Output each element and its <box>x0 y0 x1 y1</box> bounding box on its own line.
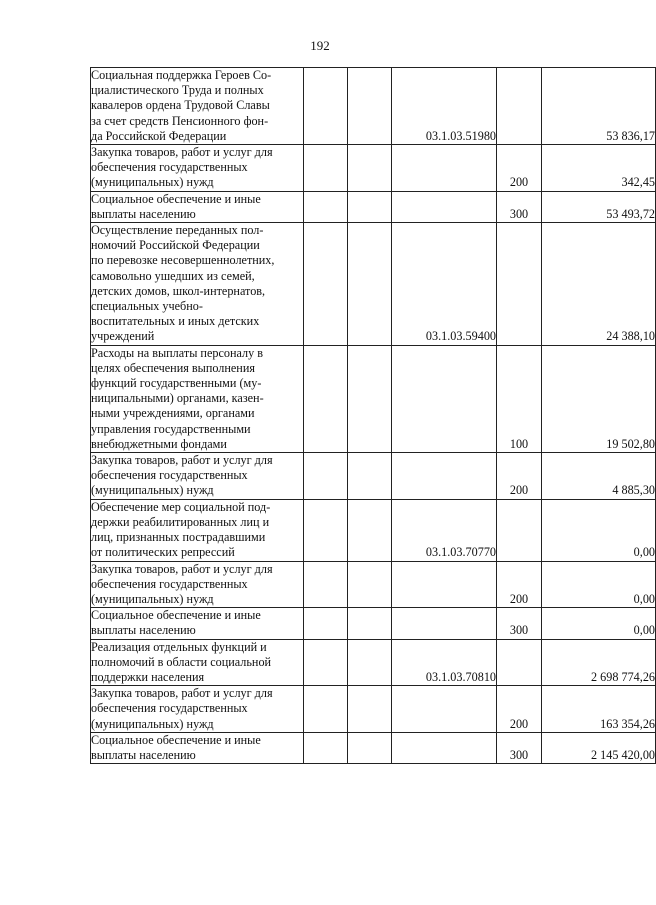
table-row <box>91 499 656 561</box>
expense-type-cell: 100 <box>497 345 542 452</box>
expense-type-cell <box>497 639 542 686</box>
amount-cell: 4 885,30 <box>542 453 656 500</box>
table-row <box>91 345 656 452</box>
expense-type-cell: 200 <box>497 145 542 192</box>
amount-cell: 19 502,80 <box>542 345 656 452</box>
expense-name-cell: Социальная поддержка Героев Со- циалистического Труда и полных кавалеров ордена Трудовой Славы за счет средств Пенсионного фон- да Российской Федерации <box>91 68 304 145</box>
expense-type-cell <box>497 68 542 145</box>
table-row <box>91 145 656 192</box>
table-row <box>91 608 656 639</box>
empty-cell <box>348 191 392 222</box>
expense-name-cell: Осуществление переданных пол- номочий Российской Федерации по перевозке несовершеннолетних, самовольно ушедших из семей, детских домов, школ-интернатов, специальных учебно- воспитательных и иных детских учреждений <box>91 223 304 346</box>
expense-name-cell: Обеспечение мер социальной под- держки реабилитированных лиц и лиц, признанных пострадавшими от политических репрессий <box>91 499 304 561</box>
target-code-cell <box>392 686 497 733</box>
empty-cell <box>304 68 348 145</box>
expense-name-cell: Закупка товаров, работ и услуг для обеспечения государственных (муниципальных) нужд <box>91 145 304 192</box>
expense-name-cell: Закупка товаров, работ и услуг для обеспечения государственных (муниципальных) нужд <box>91 561 304 608</box>
amount-cell: 53 493,72 <box>542 191 656 222</box>
expense-name-cell: Реализация отдельных функций и полномочий в области социальной поддержки населения <box>91 639 304 686</box>
expense-name-cell: Закупка товаров, работ и услуг для обеспечения государственных (муниципальных) нужд <box>91 453 304 500</box>
empty-cell <box>348 639 392 686</box>
table-row <box>91 639 656 686</box>
target-code-cell <box>392 732 497 763</box>
target-code-cell: 03.1.03.70770 <box>392 499 497 561</box>
empty-cell <box>348 145 392 192</box>
empty-cell <box>304 145 348 192</box>
target-code-cell <box>392 453 497 500</box>
empty-cell <box>348 732 392 763</box>
empty-cell <box>304 453 348 500</box>
table-row <box>91 191 656 222</box>
empty-cell <box>348 561 392 608</box>
target-code-cell <box>392 145 497 192</box>
expense-type-cell: 300 <box>497 608 542 639</box>
page-number: 192 <box>310 38 330 53</box>
empty-cell <box>304 345 348 452</box>
amount-cell: 0,00 <box>542 608 656 639</box>
empty-cell <box>348 686 392 733</box>
empty-cell <box>304 561 348 608</box>
expense-type-cell: 200 <box>497 453 542 500</box>
table-row <box>91 453 656 500</box>
expense-type-cell: 300 <box>497 191 542 222</box>
amount-cell: 163 354,26 <box>542 686 656 733</box>
empty-cell <box>304 639 348 686</box>
expense-type-cell <box>497 223 542 346</box>
target-code-cell <box>392 561 497 608</box>
target-code-cell <box>392 191 497 222</box>
table-row <box>91 686 656 733</box>
empty-cell <box>348 499 392 561</box>
expense-name-cell: Социальное обеспечение и иные выплаты населению <box>91 732 304 763</box>
amount-cell: 2 145 420,00 <box>542 732 656 763</box>
target-code-cell: 03.1.03.70810 <box>392 639 497 686</box>
empty-cell <box>348 68 392 145</box>
table-row <box>91 223 656 346</box>
empty-cell <box>304 223 348 346</box>
amount-cell: 2 698 774,26 <box>542 639 656 686</box>
empty-cell <box>304 191 348 222</box>
target-code-cell: 03.1.03.59400 <box>392 223 497 346</box>
amount-cell: 342,45 <box>542 145 656 192</box>
empty-cell <box>304 499 348 561</box>
expense-type-cell: 200 <box>497 686 542 733</box>
expense-name-cell: Социальное обеспечение и иные выплаты населению <box>91 608 304 639</box>
expense-name-cell: Расходы на выплаты персоналу в целях обеспечения выполнения функций государственными (му- ниципальными) органами, казен- ными учреждениями, органами управления государственными внебюджетными фондами <box>91 345 304 452</box>
table-row <box>91 68 656 145</box>
expense-type-cell: 300 <box>497 732 542 763</box>
expense-name-cell: Закупка товаров, работ и услуг для обеспечения государственных (муниципальных) нужд <box>91 686 304 733</box>
amount-cell: 53 836,17 <box>542 68 656 145</box>
empty-cell <box>304 686 348 733</box>
expense-name-cell: Социальное обеспечение и иные выплаты населению <box>91 191 304 222</box>
budget-table <box>90 67 656 764</box>
amount-cell: 0,00 <box>542 499 656 561</box>
table-row <box>91 732 656 763</box>
target-code-cell <box>392 608 497 639</box>
amount-cell: 24 388,10 <box>542 223 656 346</box>
amount-cell: 0,00 <box>542 561 656 608</box>
table-row <box>91 561 656 608</box>
empty-cell <box>304 732 348 763</box>
empty-cell <box>348 223 392 346</box>
expense-type-cell: 200 <box>497 561 542 608</box>
empty-cell <box>348 453 392 500</box>
empty-cell <box>304 608 348 639</box>
empty-cell <box>348 608 392 639</box>
target-code-cell: 03.1.03.51980 <box>392 68 497 145</box>
empty-cell <box>348 345 392 452</box>
expense-type-cell <box>497 499 542 561</box>
budget-table-body <box>91 68 656 764</box>
target-code-cell <box>392 345 497 452</box>
